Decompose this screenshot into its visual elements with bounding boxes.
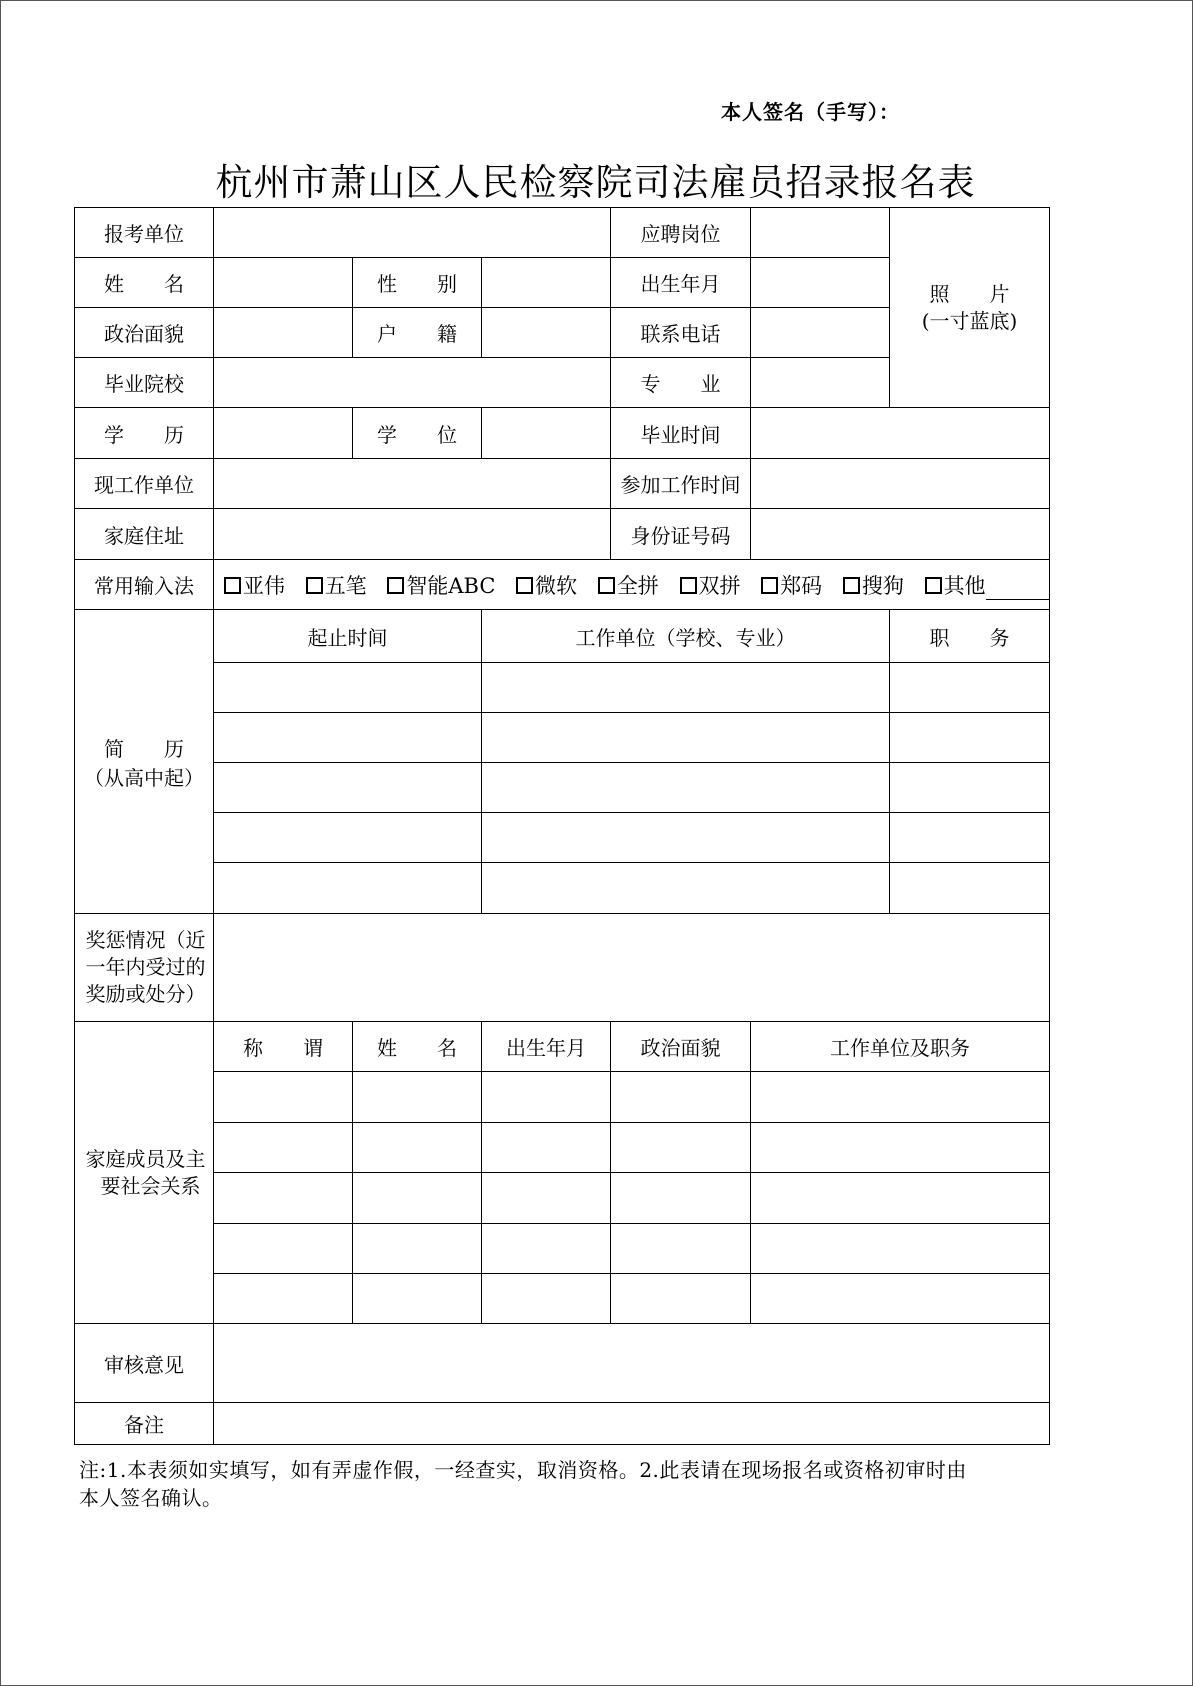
family-label-line1: 家庭成员及主 [85, 1146, 206, 1171]
checkbox-icon[interactable] [843, 577, 860, 594]
family-work-cell[interactable] [751, 1173, 1050, 1224]
family-work-cell[interactable] [751, 1123, 1050, 1173]
awards-field[interactable] [214, 914, 1050, 1022]
education-label: 学 历 [75, 408, 214, 459]
family-relation-cell[interactable] [214, 1274, 353, 1324]
option-microsoft[interactable]: 微软 [516, 574, 577, 598]
table-row [75, 1173, 1050, 1224]
footnote-line2: 本人签名确认。 [79, 1486, 223, 1510]
checkbox-icon[interactable] [224, 577, 241, 594]
resume-duty-cell[interactable] [890, 713, 1050, 763]
address-label: 家庭住址 [75, 509, 214, 560]
resume-header-duty: 职 务 [890, 610, 1050, 663]
resume-duty-cell[interactable] [890, 763, 1050, 813]
option-sougou[interactable]: 搜狗 [843, 574, 904, 598]
row-apply-unit [75, 208, 1050, 258]
family-label [75, 1022, 214, 1324]
photo-label: 照 片 [929, 281, 1010, 306]
resume-period-cell[interactable] [214, 713, 482, 763]
family-political-cell[interactable] [611, 1173, 751, 1224]
grad-time-label: 毕业时间 [611, 408, 751, 459]
review-field[interactable] [214, 1324, 1050, 1403]
checkbox-icon[interactable] [306, 577, 323, 594]
family-birth-cell[interactable] [482, 1072, 611, 1123]
family-header-birth: 出生年月 [482, 1022, 611, 1072]
checkbox-icon[interactable] [598, 577, 615, 594]
option-wubi[interactable]: 五笔 [306, 574, 367, 598]
option-yawei[interactable]: 亚伟 [224, 574, 285, 598]
resume-period-cell[interactable] [214, 763, 482, 813]
family-birth-cell[interactable] [482, 1274, 611, 1324]
apply-unit-field[interactable] [214, 208, 611, 258]
form-title [0, 152, 1193, 206]
degree-label: 学 位 [353, 408, 482, 459]
awards-label-line3: 奖励或处分） [85, 982, 206, 1006]
table-row [75, 1123, 1050, 1173]
table-row [75, 1224, 1050, 1274]
family-birth-cell[interactable] [482, 1224, 611, 1274]
row-input-method [75, 560, 1050, 610]
photo-note: (一寸蓝底) [921, 308, 1018, 333]
phone-label: 联系电话 [611, 308, 751, 358]
table-row [75, 813, 1050, 863]
family-header-political: 政治面貌 [611, 1022, 751, 1072]
resume-unit-cell[interactable] [482, 663, 890, 713]
resume-label-line2: （从高中起） [84, 765, 204, 790]
option-other[interactable]: 其他 [925, 574, 1050, 598]
address-field[interactable] [214, 509, 611, 560]
resume-duty-cell[interactable] [890, 663, 1050, 713]
row-family-header [75, 1022, 1050, 1072]
name-label: 姓 名 [75, 258, 214, 308]
family-birth-cell[interactable] [482, 1173, 611, 1224]
photo-box[interactable] [890, 208, 1050, 408]
hukou-field[interactable] [482, 308, 611, 358]
gender-field[interactable] [482, 258, 611, 308]
row-education [75, 408, 1050, 459]
family-label-line2: 要社会关系 [100, 1173, 201, 1198]
row-review [75, 1324, 1050, 1403]
remarks-field[interactable] [214, 1403, 1050, 1445]
other-blank-line[interactable] [986, 579, 1050, 600]
work-start-field[interactable] [751, 459, 1050, 509]
family-relation-cell[interactable] [214, 1173, 353, 1224]
family-name-cell[interactable] [353, 1173, 482, 1224]
family-political-cell[interactable] [611, 1274, 751, 1324]
resume-period-cell[interactable] [214, 813, 482, 863]
checkbox-icon[interactable] [516, 577, 533, 594]
registration-form-table [74, 207, 1050, 1445]
table-row [75, 763, 1050, 813]
school-field[interactable] [214, 358, 611, 408]
table-row [75, 713, 1050, 763]
birth-field[interactable] [751, 258, 890, 308]
political-field[interactable] [214, 308, 353, 358]
table-row [75, 1274, 1050, 1324]
position-label: 应聘岗位 [611, 208, 751, 258]
input-method-label: 常用输入法 [75, 560, 214, 610]
position-field[interactable] [751, 208, 890, 258]
option-zhengma[interactable]: 郑码 [761, 574, 822, 598]
family-header-name: 姓 名 [353, 1022, 482, 1072]
row-remarks [75, 1403, 1050, 1445]
current-work-label: 现工作单位 [75, 459, 214, 509]
row-awards [75, 914, 1050, 1022]
grad-time-field[interactable] [751, 408, 1050, 459]
family-header-relation: 称 谓 [214, 1022, 353, 1072]
input-method-options [214, 560, 1050, 610]
remarks-label: 备注 [75, 1403, 214, 1445]
hukou-label: 户 籍 [353, 308, 482, 358]
checkbox-icon[interactable] [387, 577, 404, 594]
family-political-cell[interactable] [611, 1072, 751, 1123]
major-field[interactable] [751, 358, 890, 408]
footnote [79, 1456, 1059, 1512]
resume-duty-cell[interactable] [890, 863, 1050, 914]
row-address [75, 509, 1050, 560]
family-name-cell[interactable] [353, 1224, 482, 1274]
education-field[interactable] [214, 408, 353, 459]
option-shuangpin[interactable]: 双拼 [680, 574, 741, 598]
major-label: 专 业 [611, 358, 751, 408]
resume-label [75, 610, 214, 914]
family-name-cell[interactable] [353, 1123, 482, 1173]
review-label: 审核意见 [75, 1324, 214, 1403]
family-work-cell[interactable] [751, 1224, 1050, 1274]
resume-header-unit: 工作单位（学校、专业） [482, 610, 890, 663]
family-work-cell[interactable] [751, 1072, 1050, 1123]
name-field[interactable] [214, 258, 353, 308]
political-label: 政治面貌 [75, 308, 214, 358]
awards-label-line1: 奖惩情况（近 [85, 928, 206, 952]
family-work-cell[interactable] [751, 1274, 1050, 1324]
checkbox-icon[interactable] [925, 577, 942, 594]
phone-field[interactable] [751, 308, 890, 358]
gender-label: 性 别 [353, 258, 482, 308]
work-start-label: 参加工作时间 [611, 459, 751, 509]
school-label: 毕业院校 [75, 358, 214, 408]
table-row [75, 663, 1050, 713]
birth-label: 出生年月 [611, 258, 751, 308]
family-birth-cell[interactable] [482, 1123, 611, 1173]
resume-label-line1: 简 历 [104, 736, 184, 761]
family-name-cell[interactable] [353, 1274, 482, 1324]
checkbox-icon[interactable] [680, 577, 697, 594]
family-political-cell[interactable] [611, 1123, 751, 1173]
family-relation-cell[interactable] [214, 1072, 353, 1123]
resume-unit-cell[interactable] [482, 863, 890, 914]
option-abc[interactable]: 智能ABC [387, 574, 495, 598]
degree-field[interactable] [482, 408, 611, 459]
row-current-work [75, 459, 1050, 509]
current-work-field[interactable] [214, 459, 611, 509]
id-number-label: 身份证号码 [611, 509, 751, 560]
resume-period-cell[interactable] [214, 663, 482, 713]
id-number-field[interactable] [751, 509, 1050, 560]
checkbox-icon[interactable] [761, 577, 778, 594]
footnote-line1: 注:1.本表须如实填写，如有弄虚作假，一经查实，取消资格。2.此表请在现场报名或资格初审时由 [79, 1458, 967, 1482]
table-row [75, 1072, 1050, 1123]
resume-duty-cell[interactable] [890, 813, 1050, 863]
family-header-work: 工作单位及职务 [751, 1022, 1050, 1072]
awards-label-line2: 一年内受过的 [85, 955, 206, 979]
row-resume-header [75, 610, 1050, 663]
signature-label: 本人签名（手写）： [721, 100, 900, 124]
family-relation-cell[interactable] [214, 1123, 353, 1173]
resume-unit-cell[interactable] [482, 763, 890, 813]
resume-header-period: 起止时间 [214, 610, 482, 663]
family-relation-cell[interactable] [214, 1224, 353, 1274]
resume-period-cell[interactable] [214, 863, 482, 914]
form-title-text: 杭州市萧山区人民检察院司法雇员招录报名表 [215, 161, 976, 204]
family-political-cell[interactable] [611, 1224, 751, 1274]
table-row [75, 863, 1050, 914]
option-quanpin[interactable]: 全拼 [598, 574, 659, 598]
resume-unit-cell[interactable] [482, 813, 890, 863]
apply-unit-label: 报考单位 [75, 208, 214, 258]
awards-label [75, 914, 214, 1022]
resume-unit-cell[interactable] [482, 713, 890, 763]
family-name-cell[interactable] [353, 1072, 482, 1123]
